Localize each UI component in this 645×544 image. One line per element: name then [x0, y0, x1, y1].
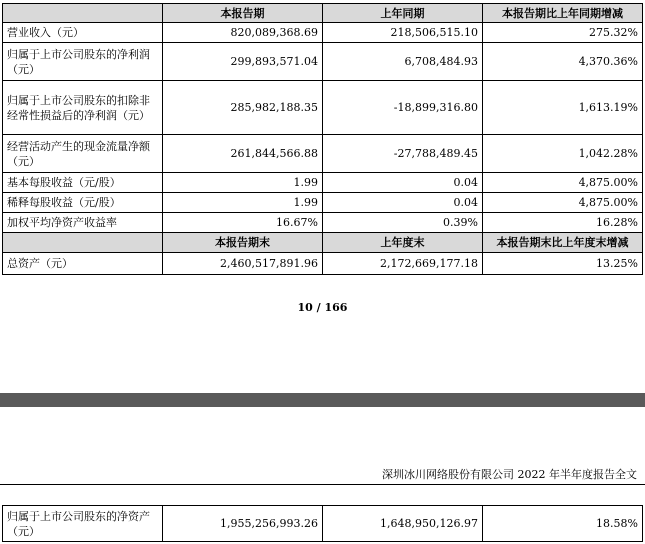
row-current: 820,089,368.69 [163, 23, 323, 43]
row-label: 基本每股收益（元/股） [3, 173, 163, 193]
table-row [3, 253, 643, 275]
table-row [3, 193, 643, 213]
row-change: 1,613.19% [483, 81, 643, 135]
row-prior: 0.04 [323, 193, 483, 213]
row-prior: 218,506,515.10 [323, 23, 483, 43]
table-row [3, 506, 643, 542]
row-label: 总资产（元） [3, 253, 163, 275]
row-prior: -18,899,316.80 [323, 81, 483, 135]
table-row [3, 43, 643, 81]
subheader-cell-current: 本报告期末 [163, 233, 323, 253]
row-change: 4,370.36% [483, 43, 643, 81]
table-row [3, 23, 643, 43]
header-cell-label [3, 4, 163, 23]
subheader-cell-prior: 上年度末 [323, 233, 483, 253]
subheader-cell-change: 本报告期末比上年度末增减 [483, 233, 643, 253]
header-cell-current: 本报告期 [163, 4, 323, 23]
page-number: 10 / 166 [297, 301, 348, 314]
table-subheader-row [3, 233, 643, 253]
header-cell-change: 本报告期比上年同期增减 [483, 4, 643, 23]
table-row [3, 173, 643, 193]
table-row [3, 213, 643, 233]
table-header-row [3, 4, 643, 23]
row-current: 2,460,517,891.96 [163, 253, 323, 275]
row-current: 1.99 [163, 193, 323, 213]
row-label: 营业收入（元） [3, 23, 163, 43]
row-prior: -27,788,489.45 [323, 135, 483, 173]
page-separator [0, 393, 645, 407]
row-label: 稀释每股收益（元/股） [3, 193, 163, 213]
row-label: 经营活动产生的现金流量净额（元） [3, 135, 163, 173]
row-current: 16.67% [163, 213, 323, 233]
subheader-cell-label [3, 233, 163, 253]
header-rule [0, 484, 645, 485]
row-label: 加权平均净资产收益率 [3, 213, 163, 233]
row-prior: 1,648,950,126.97 [323, 506, 483, 542]
row-change: 1,042.28% [483, 135, 643, 173]
row-change: 18.58% [483, 506, 643, 542]
table-row [3, 81, 643, 135]
row-change: 4,875.00% [483, 173, 643, 193]
row-current: 1,955,256,993.26 [163, 506, 323, 542]
row-change: 4,875.00% [483, 193, 643, 213]
row-change: 275.32% [483, 23, 643, 43]
row-current: 1.99 [163, 173, 323, 193]
document-header: 深圳冰川网络股份有限公司 2022 年半年度报告全文 [382, 468, 637, 481]
row-label: 归属于上市公司股东的净利润（元） [3, 43, 163, 81]
row-current: 285,982,188.35 [163, 81, 323, 135]
row-change: 16.28% [483, 213, 643, 233]
row-prior: 0.39% [323, 213, 483, 233]
row-change: 13.25% [483, 253, 643, 275]
net-assets-table [2, 505, 643, 542]
row-prior: 0.04 [323, 173, 483, 193]
table-row [3, 135, 643, 173]
row-prior: 6,708,484.93 [323, 43, 483, 81]
row-prior: 2,172,669,177.18 [323, 253, 483, 275]
row-current: 261,844,566.88 [163, 135, 323, 173]
financial-summary-table [2, 3, 643, 275]
row-label: 归属于上市公司股东的扣除非经常性损益后的净利润（元） [3, 81, 163, 135]
header-cell-prior: 上年同期 [323, 4, 483, 23]
row-label: 归属于上市公司股东的净资产（元） [3, 506, 163, 542]
row-current: 299,893,571.04 [163, 43, 323, 81]
